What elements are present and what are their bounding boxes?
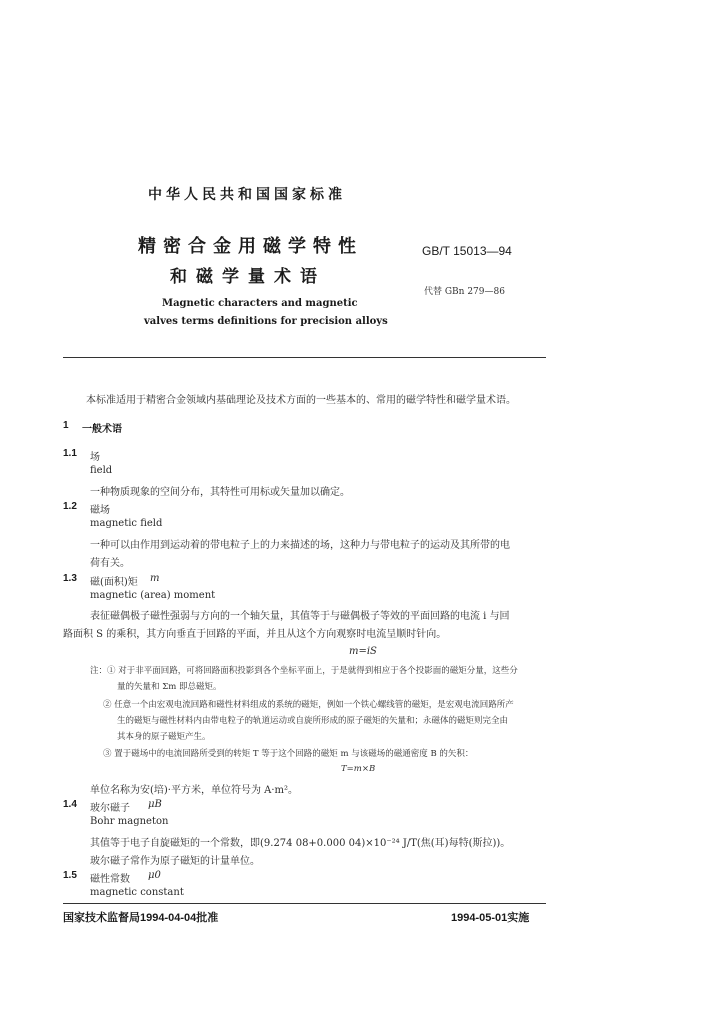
term-definition: 其值等于电子自旋磁矩的一个常数，即(9.274 08+0.000 04)×10⁻²⁴ J/T(焦(耳)每特(斯拉))。 xyxy=(90,838,511,849)
english-title-line-1: Magnetic characters and magnetic xyxy=(162,298,358,309)
term-english: field xyxy=(90,465,113,476)
unit-statement: 单位名称为安(培)·平方米，单位符号为 A·m²。 xyxy=(90,785,299,796)
scope-statement: 本标准适用于精密合金领域内基础理论及技术方面的一些基本的、常用的磁学特性和磁学量术语。 xyxy=(86,395,516,406)
term-chinese: 场 xyxy=(90,452,100,463)
term-number: 1.5 xyxy=(63,870,77,881)
section-title: 一般术语 xyxy=(82,424,122,435)
term-english: magnetic field xyxy=(90,518,163,529)
header-divider xyxy=(63,357,546,358)
term-english: Bohr magneton xyxy=(90,816,169,827)
term-definition: 一种物质现象的空间分布，其特性可用标或矢量加以确定。 xyxy=(90,487,350,498)
note-3: ③ 置于磁场中的电流回路所受到的转矩 T 等于这个回路的磁矩 m 与该磁场的磁通密度 B 的矢积： xyxy=(103,749,474,759)
formula: m=iS xyxy=(349,646,377,657)
approval-date: 国家技术监督局1994-04-04批准 xyxy=(63,912,219,924)
term-english: magnetic constant xyxy=(90,887,184,898)
note-2-cont: 生的磁矩与磁性材料内由带电粒子的轨道运动或自旋所形成的原子磁矩的矢量和；永磁体的磁矩则完全由 xyxy=(117,716,509,726)
standard-organization: 中华人民共和国国家标准 xyxy=(148,187,346,203)
english-title-line-2: valves terms definitions for precision alloys xyxy=(144,316,388,327)
term-number: 1.1 xyxy=(63,448,77,459)
term-symbol: μ0 xyxy=(148,870,161,881)
term-chinese: 玻尔磁子 xyxy=(90,803,130,814)
term-english: magnetic (area) moment xyxy=(90,590,216,601)
replaces-note: 代替 GBn 279—86 xyxy=(424,287,505,297)
standard-number: GB/T 15013—94 xyxy=(422,244,512,258)
note-2: ② 任意一个由宏观电流回路和磁性材料组成的系统的磁矩，例如一个铁心螺线管的磁矩，是宏观电流回路所产 xyxy=(103,700,514,710)
term-chinese: 磁(面积)矩 xyxy=(90,577,138,588)
term-chinese: 磁场 xyxy=(90,505,110,516)
implementation-date: 1994-05-01实施 xyxy=(451,912,530,924)
term-number: 1.4 xyxy=(63,799,77,810)
note-1-cont: 量的矢量和 Σm 即总磁矩。 xyxy=(117,682,222,692)
term-definition: 表征磁偶极子磁性强弱与方向的一个轴矢量，其值等于与磁偶极子等效的平面回路的电流 i 与回 xyxy=(90,611,510,622)
term-symbol: μB xyxy=(148,799,162,810)
formula-torque: T=m×B xyxy=(341,764,376,774)
term-symbol: m xyxy=(150,573,160,584)
term-definition: 一种可以由作用到运动着的带电粒子上的力来描述的场，这种力与带电粒子的运动及其所带的电 xyxy=(90,540,510,551)
term-definition-cont: 玻尔磁子常作为原子磁矩的计量单位。 xyxy=(90,856,260,867)
note-1: 注：① 对于非平面回路，可将回路面积投影到各个坐标平面上，于是就得到相应于各个投影面的磁矩分量，这些分 xyxy=(90,666,518,676)
note-2-cont: 其本身的原子磁矩产生。 xyxy=(117,732,211,742)
term-definition-cont: 荷有关。 xyxy=(90,558,130,569)
title-line-1: 精密合金用磁学特性 xyxy=(138,236,363,257)
term-chinese: 磁性常数 xyxy=(90,874,130,885)
term-definition-cont: 路面积 S 的乘积，其方向垂直于回路的平面，并且从这个方向观察时电流呈顺时针向。 xyxy=(63,629,447,640)
footer-divider xyxy=(63,903,546,904)
term-number: 1.2 xyxy=(63,501,77,512)
section-number: 1 xyxy=(63,420,69,431)
term-number: 1.3 xyxy=(63,573,77,584)
title-line-2: 和磁学量术语 xyxy=(170,267,326,287)
